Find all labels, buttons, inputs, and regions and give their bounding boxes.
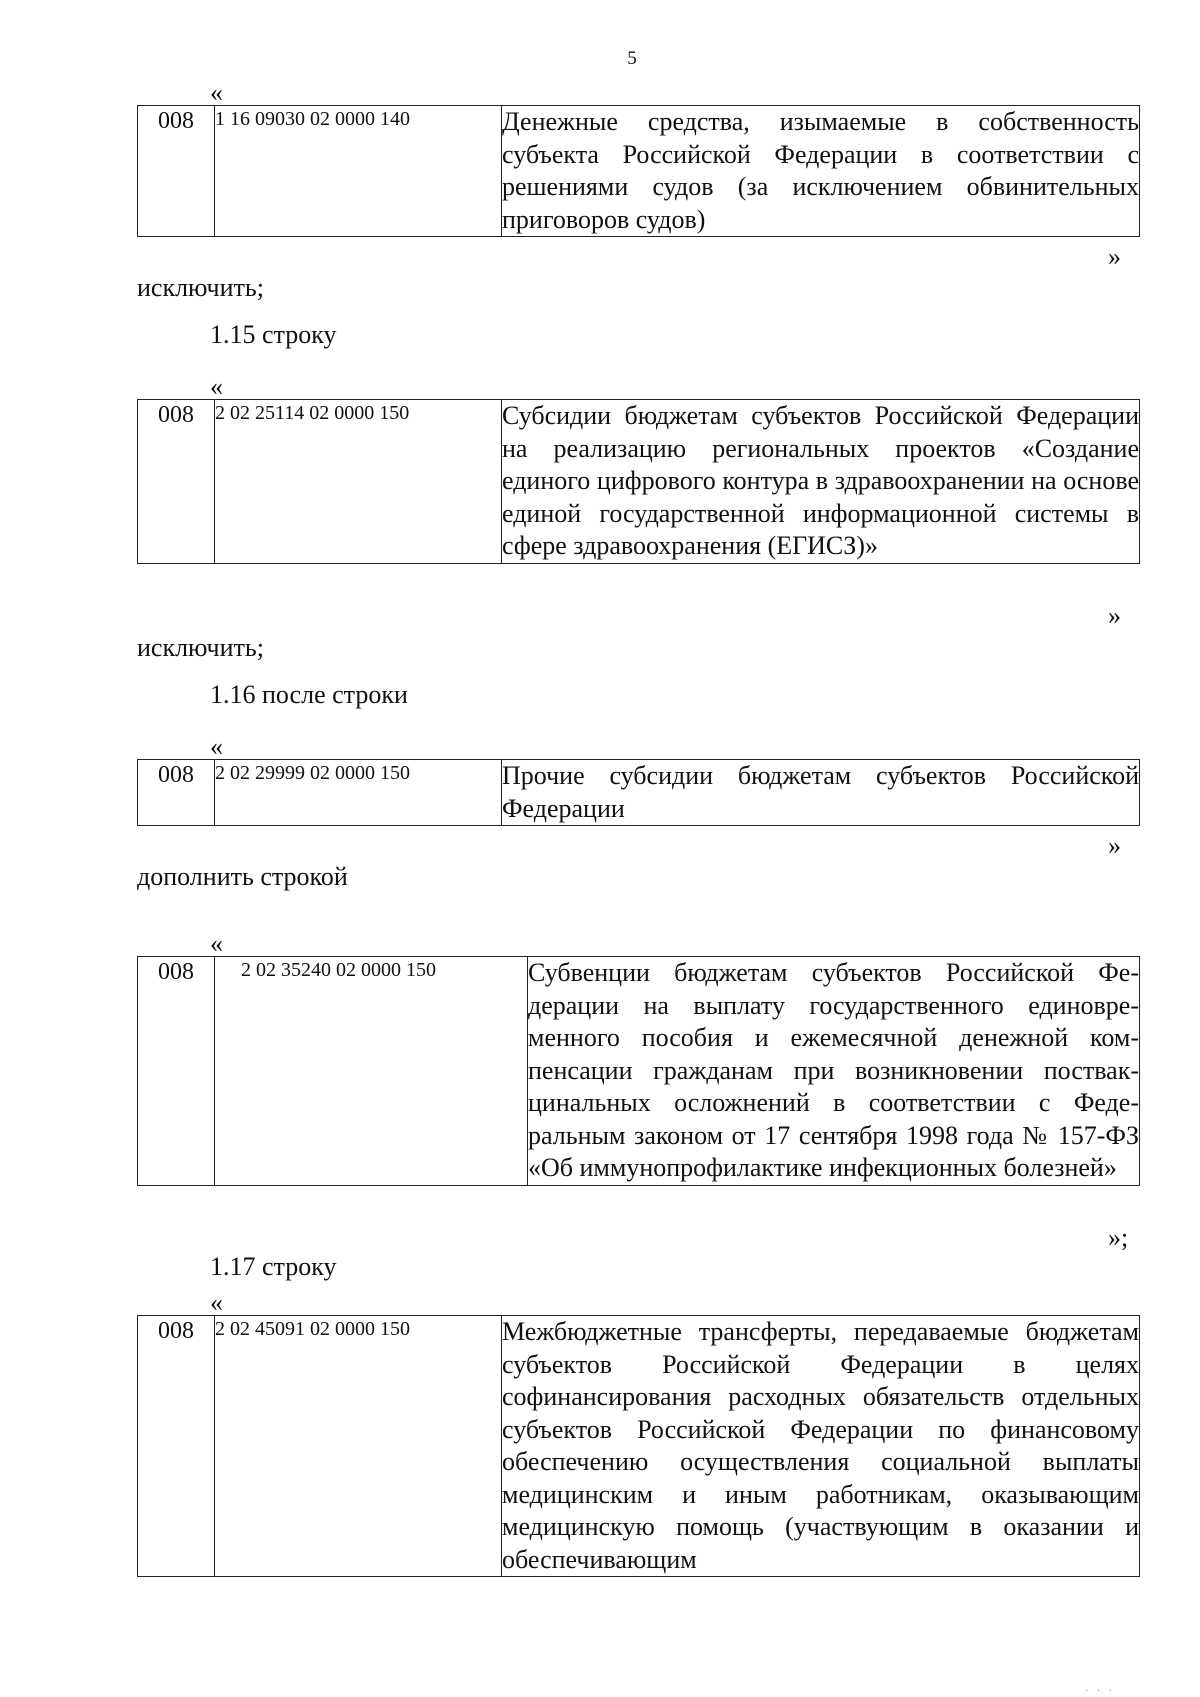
closing-quote: » (1108, 831, 1121, 860)
budget-code-cell: 2 02 35240 02 0000 150 (215, 957, 528, 1186)
table-row (138, 1316, 1140, 1577)
description-cell: Межбюджетные трансферты, передаваемые бюджетам субъектов Российской Федерации в целях софинансирования расходных обязательств отдельных субъектов Российской Федерации по финансовому обеспечению осуществления социальной выплаты медицинским и иным работникам, оказывающим медицинскую помощь (участвующим в оказании и обеспечивающим (502, 1316, 1140, 1577)
opening-quote: « (210, 1288, 223, 1317)
opening-quote: « (210, 732, 223, 761)
description-cell: Субсидии бюджетам субъектов Российской Федерации на реализацию региональных проектов «Создание единого цифрового контура в здравоохранении на основе единой государственной информационной системы в сфере здравоохранения (ЕГИСЗ)» (502, 400, 1140, 564)
budget-code-cell: 2 02 25114 02 0000 150 (215, 400, 502, 564)
section-heading: 1.16 после строки (210, 680, 408, 709)
budget-code-table (137, 105, 1140, 237)
admin-code-cell: 008 (138, 957, 215, 1186)
section-heading: 1.17 строку (210, 1252, 337, 1281)
budget-code-table (137, 956, 1140, 1186)
description-cell: Прочие субсидии бюджетам субъектов Российской Федерации (502, 760, 1140, 826)
budget-code-table (137, 1315, 1140, 1577)
instruction-text: исключить; (137, 273, 264, 302)
admin-code-cell: 008 (138, 400, 215, 564)
admin-code-cell: 008 (138, 760, 215, 826)
budget-code-table (137, 399, 1140, 564)
budget-code-table (137, 759, 1140, 826)
page-number: 5 (627, 48, 637, 69)
table-row (138, 957, 1140, 1186)
opening-quote: « (210, 78, 223, 107)
instruction-text: исключить; (137, 633, 264, 662)
section-heading: 1.15 строку (210, 320, 337, 349)
opening-quote: « (210, 372, 223, 401)
budget-code-cell: 2 02 45091 02 0000 150 (215, 1316, 502, 1577)
budget-code-cell: 1 16 09030 02 0000 140 (215, 106, 502, 237)
closing-quote: » (1108, 601, 1121, 630)
table-row (138, 400, 1140, 564)
table-row (138, 106, 1140, 237)
instruction-text: дополнить строкой (137, 862, 348, 891)
admin-code-cell: 008 (138, 106, 215, 237)
description-cell: Субвенции бюджетам субъектов Российской Федерации на выплату государственного единовременного пособия и ежемесячной денежной компенсации гражданам при возникновении поствакцинальных осложнений в соответствии с Федеральным законом от 17 сентября 1998 года № 157-ФЗ «Об иммунопрофилактике инфекционных болезней» (528, 957, 1140, 1186)
admin-code-cell: 008 (138, 1316, 215, 1577)
closing-quote: » (1108, 242, 1121, 271)
budget-code-cell: 2 02 29999 02 0000 150 (215, 760, 502, 826)
opening-quote: « (210, 929, 223, 958)
table-row (138, 760, 1140, 826)
description-cell: Денежные средства, изымаемые в собственность субъекта Российской Федерации в соответствии с решениями судов (за исключением обвинительных приговоров судов) (502, 106, 1140, 237)
closing-quote: »; (1108, 1223, 1129, 1252)
scan-artifact-marks: · · · (1085, 1686, 1115, 1697)
